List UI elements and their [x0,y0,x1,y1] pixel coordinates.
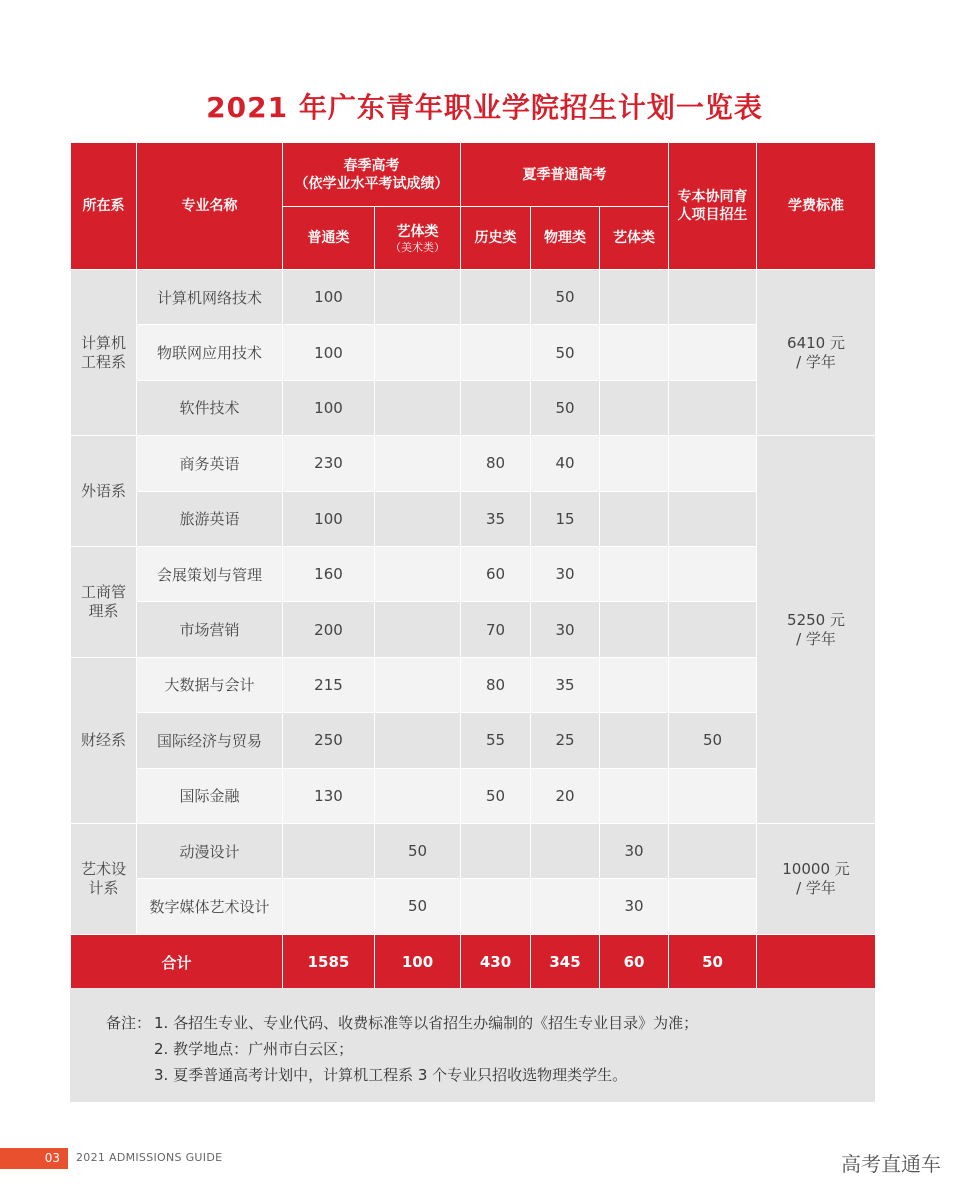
summer-art-cell [600,270,669,325]
note-row [106,1062,875,1088]
physics-cell: 35 [531,657,600,712]
table-row [71,546,876,601]
admission-plan-table [70,142,876,991]
dept-cell: 艺术设计系 [71,823,137,934]
table-row [71,270,876,325]
summer-art-cell [600,657,669,712]
header-spring-art-label: 艺体类 [396,223,439,240]
spring-art-cell [375,270,461,325]
major-cell: 商务英语 [137,436,283,491]
physics-cell: 50 [531,270,600,325]
physics-cell: 30 [531,602,600,657]
spring-general-cell [283,823,375,878]
summer-art-cell [600,325,669,380]
spring-general-cell: 100 [283,270,375,325]
header-summer-history: 历史类 [461,207,531,270]
total-history: 430 [461,934,531,990]
spring-art-cell: 50 [375,879,461,934]
spring-general-cell: 160 [283,546,375,601]
history-cell: 80 [461,436,531,491]
history-cell: 55 [461,713,531,768]
coop-cell [669,879,757,934]
spring-art-cell [375,436,461,491]
dept-cell: 外语系 [71,436,137,547]
history-cell: 80 [461,657,531,712]
history-cell: 35 [461,491,531,546]
page-number: 03 [0,1148,68,1169]
spring-general-cell: 100 [283,380,375,435]
spring-general-cell: 200 [283,602,375,657]
spring-art-cell [375,768,461,823]
notes-box [70,988,875,1102]
header-dept: 所在系 [71,143,137,270]
coop-cell [669,325,757,380]
total-spring-art: 100 [375,934,461,990]
total-spring-general: 1585 [283,934,375,990]
summer-art-cell [600,602,669,657]
table-row [71,879,876,934]
coop-cell [669,546,757,601]
physics-cell: 20 [531,768,600,823]
fee-unit: / 学年 [796,629,836,648]
spring-general-cell [283,879,375,934]
summer-art-cell [600,546,669,601]
spring-art-cell [375,657,461,712]
coop-cell [669,436,757,491]
coop-cell [669,657,757,712]
spring-general-cell: 215 [283,657,375,712]
header-spring-art-sub: （美术类） [390,240,445,254]
table-row [71,436,876,491]
table-row [71,491,876,546]
guide-label: 2021 ADMISSIONS GUIDE [76,1151,223,1164]
header-major: 专业名称 [137,143,283,270]
physics-cell [531,823,600,878]
fee-amount: 10000 元 [782,859,850,878]
fee-amount: 5250 元 [787,610,845,629]
major-cell: 计算机网络技术 [137,270,283,325]
dept-cell: 财经系 [71,657,137,823]
fee-unit: / 学年 [796,352,836,371]
header-summer: 夏季普通高考 [461,143,669,207]
history-cell [461,823,531,878]
header-spring-sub: （依学业水平考试成绩） [294,175,449,192]
spring-art-cell [375,602,461,657]
spring-general-cell: 230 [283,436,375,491]
note-item: 1. 各招生专业、专业代码、收费标准等以省招生办编制的《招生专业目录》为准； [154,1014,699,1032]
spring-art-cell [375,491,461,546]
coop-cell [669,602,757,657]
physics-cell [531,879,600,934]
physics-cell: 25 [531,713,600,768]
page-title: 2021 年广东青年职业学院招生计划一览表 [206,91,763,124]
header-spring [283,143,461,207]
total-row [71,934,876,990]
fee-cell [757,270,876,436]
table-row [71,325,876,380]
table-row [71,768,876,823]
spring-general-cell: 130 [283,768,375,823]
fee-unit: / 学年 [796,878,836,897]
spring-art-cell [375,380,461,435]
header-summer-physics: 物理类 [531,207,600,270]
summer-art-cell: 30 [600,823,669,878]
physics-cell: 50 [531,380,600,435]
spring-art-cell: 50 [375,823,461,878]
history-cell: 70 [461,602,531,657]
summer-art-cell [600,713,669,768]
fee-cell [757,823,876,934]
spring-art-cell [375,546,461,601]
major-cell: 软件技术 [137,380,283,435]
header-fee: 学费标准 [757,143,876,270]
summer-art-cell [600,436,669,491]
history-cell [461,380,531,435]
major-cell: 国际经济与贸易 [137,713,283,768]
spring-general-cell: 100 [283,325,375,380]
history-cell [461,325,531,380]
major-cell: 旅游英语 [137,491,283,546]
coop-cell [669,491,757,546]
total-label: 合计 [71,934,283,990]
coop-cell: 50 [669,713,757,768]
history-cell: 60 [461,546,531,601]
dept-cell: 计算机工程系 [71,270,137,436]
coop-cell [669,768,757,823]
history-cell [461,879,531,934]
total-fee [757,934,876,990]
coop-cell [669,823,757,878]
header-summer-art: 艺体类 [600,207,669,270]
physics-cell: 15 [531,491,600,546]
note-item: 2. 教学地点：广州市白云区； [154,1040,354,1058]
header-spring-general: 普通类 [283,207,375,270]
physics-cell: 30 [531,546,600,601]
history-cell: 50 [461,768,531,823]
major-cell: 市场营销 [137,602,283,657]
major-cell: 动漫设计 [137,823,283,878]
spring-art-cell [375,713,461,768]
table-row [71,657,876,712]
total-coop: 50 [669,934,757,990]
note-row [106,1010,875,1036]
coop-cell [669,270,757,325]
major-cell: 国际金融 [137,768,283,823]
header-spring-label: 春季高考 [343,157,400,174]
major-cell: 物联网应用技术 [137,325,283,380]
notes-prefix: 备注： [106,1014,152,1032]
summer-art-cell [600,768,669,823]
history-cell [461,270,531,325]
summer-art-cell [600,491,669,546]
total-summer-art: 60 [600,934,669,990]
table-row [71,602,876,657]
fee-cell [757,436,876,824]
dept-cell: 工商管理系 [71,546,137,657]
note-row [106,1036,875,1062]
major-cell: 数字媒体艺术设计 [137,879,283,934]
header-coop: 专本协同育人项目招生 [669,143,757,270]
physics-cell: 40 [531,436,600,491]
header-spring-art [375,207,461,270]
summer-art-cell [600,380,669,435]
total-physics: 345 [531,934,600,990]
note-item: 3. 夏季普通高考计划中，计算机工程系 3 个专业只招收选物理类学生。 [154,1066,628,1084]
table-row [71,823,876,878]
spring-art-cell [375,325,461,380]
major-cell: 会展策划与管理 [137,546,283,601]
major-cell: 大数据与会计 [137,657,283,712]
table-row [71,380,876,435]
spring-general-cell: 250 [283,713,375,768]
physics-cell: 50 [531,325,600,380]
fee-amount: 6410 元 [787,333,845,352]
summer-art-cell: 30 [600,879,669,934]
spring-general-cell: 100 [283,491,375,546]
table-row [71,713,876,768]
coop-cell [669,380,757,435]
watermark: 高考直通车 [841,1152,941,1176]
